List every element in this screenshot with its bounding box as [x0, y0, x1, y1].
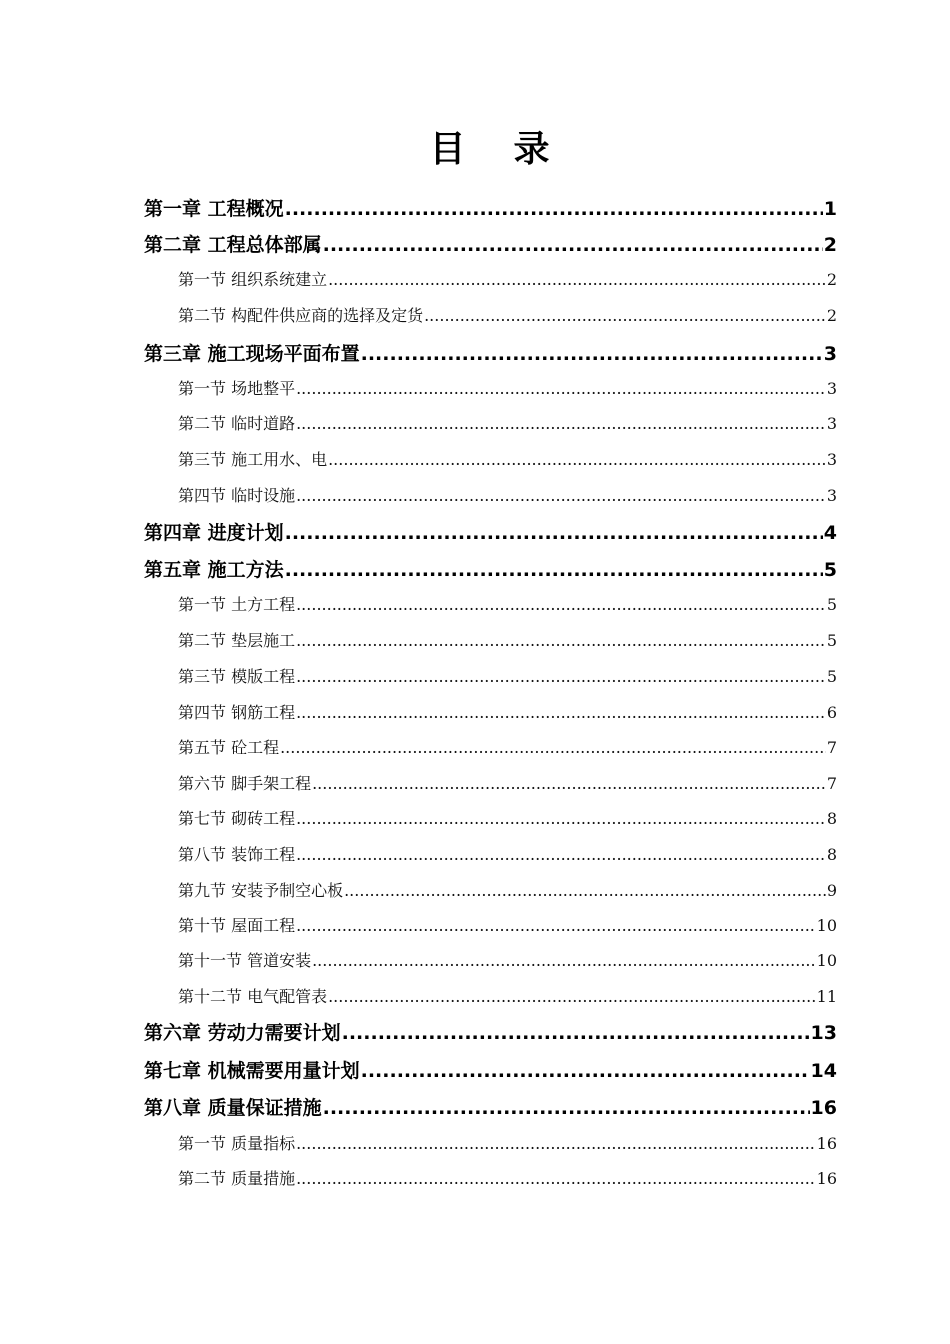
toc-dot-leader	[285, 557, 823, 583]
toc-entry-title: 第五节 砼工程	[178, 738, 280, 757]
toc-entry-title: 第四节 钢筋工程	[178, 703, 296, 722]
toc-page-number: 5	[826, 595, 837, 614]
toc-page-number: 13	[810, 1022, 837, 1044]
toc-section-entry[interactable]	[178, 880, 837, 902]
toc-page-number: 3	[826, 450, 837, 469]
toc-section-entry[interactable]	[178, 449, 837, 471]
toc-section-entry[interactable]	[178, 986, 837, 1008]
toc-dot-leader	[424, 305, 826, 327]
toc-dot-leader	[342, 1020, 810, 1046]
toc-dot-leader	[296, 666, 826, 688]
toc-entry-title: 第九节 安装予制空心板	[178, 881, 344, 900]
toc-entry-title: 第二章 工程总体部属	[144, 234, 322, 256]
toc-chapter-entry[interactable]	[144, 196, 837, 222]
toc-entry-title: 第三章 施工现场平面布置	[144, 343, 360, 365]
toc-entry-title: 第七章 机械需要用量计划	[144, 1060, 360, 1082]
toc-section-entry[interactable]	[178, 844, 837, 866]
toc-entry-title: 第八节 装饰工程	[178, 845, 296, 864]
toc-page-number: 9	[826, 881, 837, 900]
toc-page-number: 3	[826, 486, 837, 505]
toc-page-number: 2	[826, 270, 837, 289]
toc-section-entry[interactable]	[178, 485, 837, 507]
toc-entry-title: 第三节 模版工程	[178, 667, 296, 686]
toc-dot-leader	[323, 232, 823, 258]
toc-chapter-entry[interactable]	[144, 341, 837, 367]
toc-entry-title: 第二节 构配件供应商的选择及定货	[178, 306, 424, 325]
toc-entry-title: 第十一节 管道安装	[178, 951, 312, 970]
toc-page-number: 4	[823, 522, 837, 544]
toc-section-entry[interactable]	[178, 950, 837, 972]
toc-section-entry[interactable]	[178, 269, 837, 291]
toc-page-number: 7	[826, 738, 837, 757]
toc-entry-title: 第一节 质量指标	[178, 1134, 296, 1153]
toc-dot-leader	[296, 413, 826, 435]
toc-entry-title: 第一节 土方工程	[178, 595, 296, 614]
toc-dot-leader	[344, 880, 826, 902]
toc-dot-leader	[296, 915, 816, 937]
toc-dot-leader	[296, 808, 826, 830]
toc-page-number: 2	[823, 234, 837, 256]
toc-section-entry[interactable]	[178, 630, 837, 652]
toc-entry-title: 第一节 组织系统建立	[178, 270, 328, 289]
toc-dot-leader	[361, 1058, 810, 1084]
toc-page-number: 1	[823, 198, 837, 220]
toc-dot-leader	[296, 378, 826, 400]
toc-entry-title: 第十节 屋面工程	[178, 916, 296, 935]
toc-dot-leader	[296, 1168, 816, 1190]
toc-entry-title: 第一节 场地整平	[178, 379, 296, 398]
toc-page-number: 3	[826, 379, 837, 398]
toc-entry-title: 第三节 施工用水、电	[178, 450, 328, 469]
toc-dot-leader	[296, 630, 826, 652]
toc-entry-title: 第五章 施工方法	[144, 559, 284, 581]
toc-section-entry[interactable]	[178, 378, 837, 400]
toc-page-number: 8	[826, 809, 837, 828]
toc-dot-leader	[296, 594, 826, 616]
toc-dot-leader	[328, 986, 816, 1008]
toc-page-number: 14	[810, 1060, 837, 1082]
toc-section-entry[interactable]	[178, 1133, 837, 1155]
toc-dot-leader	[285, 520, 823, 546]
toc-page-number: 7	[826, 774, 837, 793]
toc-page-number: 10	[816, 916, 837, 935]
toc-dot-leader	[285, 196, 823, 222]
toc-dot-leader	[280, 737, 826, 759]
toc-entry-title: 第六章 劳动力需要计划	[144, 1022, 341, 1044]
toc-dot-leader	[361, 341, 823, 367]
toc-page-number: 5	[826, 667, 837, 686]
toc-dot-leader	[296, 1133, 816, 1155]
toc-page-number: 2	[826, 306, 837, 325]
toc-section-entry[interactable]	[178, 666, 837, 688]
toc-entry-title: 第四节 临时设施	[178, 486, 296, 505]
toc-section-entry[interactable]	[178, 737, 837, 759]
toc-entry-title: 第一章 工程概况	[144, 198, 284, 220]
toc-entry-title: 第七节 砌砖工程	[178, 809, 296, 828]
toc-page-number: 16	[816, 1169, 837, 1188]
toc-section-entry[interactable]	[178, 413, 837, 435]
toc-section-entry[interactable]	[178, 702, 837, 724]
toc-section-entry[interactable]	[178, 915, 837, 937]
toc-page-number: 8	[826, 845, 837, 864]
toc-page-number: 3	[826, 414, 837, 433]
toc-section-entry[interactable]	[178, 773, 837, 795]
toc-entry-title: 第六节 脚手架工程	[178, 774, 312, 793]
toc-dot-leader	[312, 773, 826, 795]
toc-dot-leader	[296, 844, 826, 866]
toc-dot-leader	[328, 449, 826, 471]
toc-page-number: 16	[816, 1134, 837, 1153]
toc-dot-leader	[323, 1095, 810, 1121]
toc-dot-leader	[296, 485, 826, 507]
toc-dot-leader	[312, 950, 816, 972]
toc-page-number: 16	[810, 1097, 837, 1119]
toc-page-number: 10	[816, 951, 837, 970]
page-title: 目 录	[429, 129, 556, 170]
toc-dot-leader	[328, 269, 826, 291]
toc-dot-leader	[296, 702, 826, 724]
toc-entry-title: 第十二节 电气配管表	[178, 987, 328, 1006]
toc-page-number: 3	[823, 343, 837, 365]
toc-section-entry[interactable]	[178, 1168, 837, 1190]
toc-page-number: 5	[823, 559, 837, 581]
toc-chapter-entry[interactable]	[144, 1095, 837, 1121]
toc-chapter-entry[interactable]	[144, 1020, 837, 1046]
toc-page-number: 6	[826, 703, 837, 722]
toc-entry-title: 第二节 质量措施	[178, 1169, 296, 1188]
toc-chapter-entry[interactable]	[144, 557, 837, 583]
toc-entry-title: 第二节 垫层施工	[178, 631, 296, 650]
toc-chapter-entry[interactable]	[144, 232, 837, 258]
toc-section-entry[interactable]	[178, 305, 837, 327]
toc-chapter-entry[interactable]	[144, 520, 837, 546]
toc-chapter-entry[interactable]	[144, 1058, 837, 1084]
toc-page-number: 11	[816, 987, 837, 1006]
toc-page-number: 5	[826, 631, 837, 650]
toc-entry-title: 第八章 质量保证措施	[144, 1097, 322, 1119]
toc-entry-title: 第二节 临时道路	[178, 414, 296, 433]
toc-section-entry[interactable]	[178, 594, 837, 616]
toc-entry-title: 第四章 进度计划	[144, 522, 284, 544]
toc-section-entry[interactable]	[178, 808, 837, 830]
